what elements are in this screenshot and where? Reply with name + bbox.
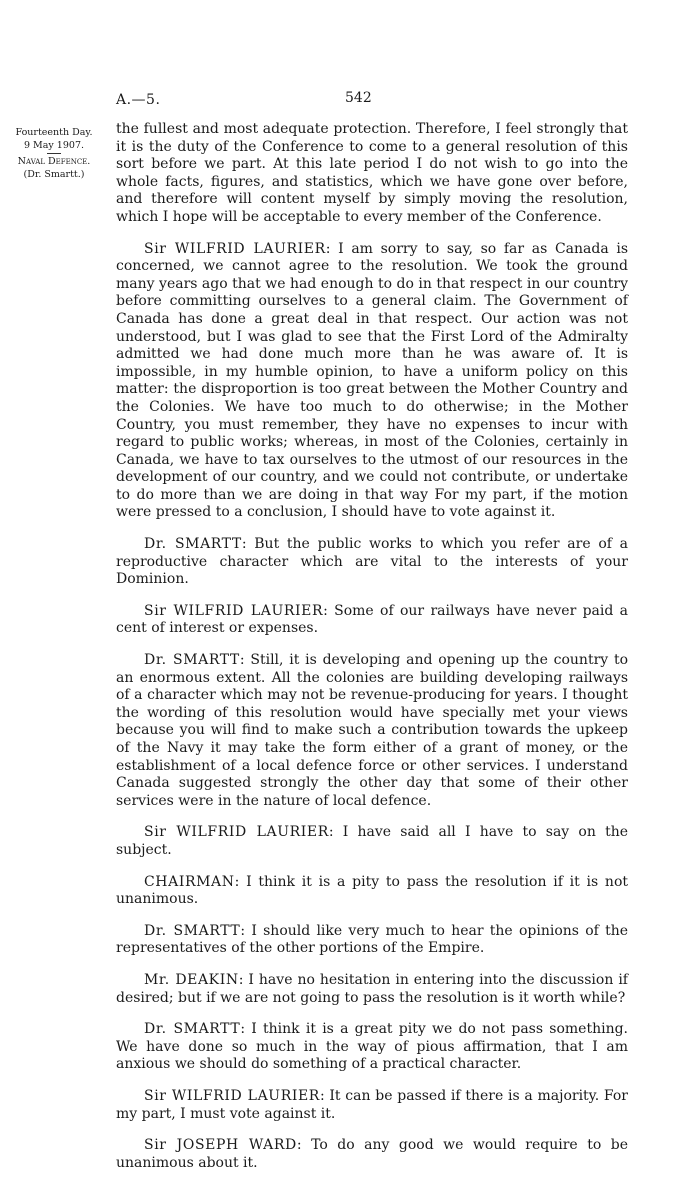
paragraph-text: : I think it is a great pity we do not pass something. We have done so much in the way of pious affirmation, that I am anxious we should do something of a practical character. <box>116 1021 629 1073</box>
paragraph <box>116 603 628 638</box>
speaker-name: Dr. SMARTT <box>144 1021 241 1038</box>
paragraph <box>116 972 628 1007</box>
speaker-name: Dr. SMARTT <box>144 652 240 669</box>
speaker-name: CHAIRMAN <box>144 873 235 890</box>
margin-day: Fourteenth Day. <box>15 127 93 138</box>
paragraph-text: : To do any good we would require to be unanimous about it. <box>116 1137 628 1171</box>
paragraph-text: : Still, it is developing and opening up the country to an enormous extent. All the colonies are building developing railways of a character which may not be revenue-producing for years. I thought the wording of this resolution would have specially met your views because you will find to make such a contribution towards the upkeep of the Navy it may take the form either of a grant of money, or the establishment of a local defence force or other services. I understand Canada suggested strongly the other day that some of their other services were in the nature of local defence. <box>116 652 629 809</box>
paragraph <box>116 1021 628 1074</box>
paragraph <box>116 1088 628 1123</box>
speaker-name: Sir WILFRID LAURIER <box>144 824 329 841</box>
margin-speaker: (Dr. Smartt.) <box>23 169 85 180</box>
speaker-name: Mr. DEAKIN <box>144 971 239 988</box>
paragraph-text: : I should like very much to hear the opinions of the representatives of the other portions of the Empire. <box>116 922 629 957</box>
paragraph <box>116 923 628 958</box>
margin-date: 9 May 1907. <box>23 140 85 151</box>
body-text <box>116 121 628 1186</box>
page-number: 542 <box>345 90 372 106</box>
speaker-name: Sir JOSEPH WARD <box>144 1137 297 1154</box>
paragraph-text: : It can be passed if there is a majority. For my part, I must vote against it. <box>116 1087 629 1122</box>
paragraph <box>116 536 628 589</box>
paragraph-text: : I am sorry to say, so far as Canada is concerned, we cannot agree to the resolution. We took the ground many years ago that we had enough to do in that respect in our country before committing ourselves to a general claim. The Government of Canada has done a great deal in that respect. Our action was not understood, but I was glad to see that the First Lord of the Admiralty admitted we had done much more than he was aware of. It is impossible, in my humble opinion, to have a uniform policy on this matter: the disproportion is too great between the Mother Country and the Colonies. We have too much to do otherwise; in the Mother Country, you must remember, they have no expenses to incur with regard to public works; whereas, in most of the Colonies, certainly in Canada, we have to tax ourselves to the utmost of our resources in the development of our country, and we could not contribute, or undertake to do more than we are doing in that way For my part, if the motion were pressed to a conclusion, I should have to vote against it. <box>116 240 629 521</box>
paragraph <box>116 241 628 523</box>
paragraph <box>116 121 628 227</box>
speaker-name: Dr. SMARTT <box>144 922 241 939</box>
margin-rule <box>47 153 61 154</box>
paragraph <box>116 1137 628 1172</box>
speaker-name: Sir WILFRID LAURIER <box>144 1087 320 1104</box>
paragraph-text: the fullest and most adequate protection. Therefore, I feel strongly that it is the duty of the Conference to come to a general resolution of this sort before we part. At this late period I do not wish to go into the whole facts, figures, and statistics, which we have gone over before, and therefore will content myself by simply moving the resolution, which I hope will be acceptable to every member of the Conference. <box>116 121 628 225</box>
paragraph-text: : I have said all I have to say on the subject. <box>116 824 628 858</box>
paragraph <box>116 652 628 810</box>
margin-note <box>4 126 104 181</box>
speaker-name: Sir WILFRID LAURIER <box>144 240 326 257</box>
document-reference: A.—5. <box>116 92 161 108</box>
paragraph <box>116 874 628 909</box>
paragraph <box>116 824 628 859</box>
speaker-name: Sir WILFRID LAURIER <box>144 602 324 619</box>
paragraph-text: : Some of our railways have never paid a cent of interest or expenses. <box>116 602 629 637</box>
paragraph-text: : But the public works to which you refer are of a reproductive character which are vital to the interests of your Dominion. <box>116 536 629 588</box>
speaker-name: Dr. SMARTT <box>144 536 242 553</box>
margin-topic: Naval Defence. <box>17 156 91 167</box>
paragraph-text: : I have no hesitation in entering into the discussion if desired; but if we are not going to pass the resolution is it worth while? <box>116 971 628 1006</box>
paragraph-text: : I think it is a pity to pass the resolution if it is not unanimous. <box>116 873 628 908</box>
